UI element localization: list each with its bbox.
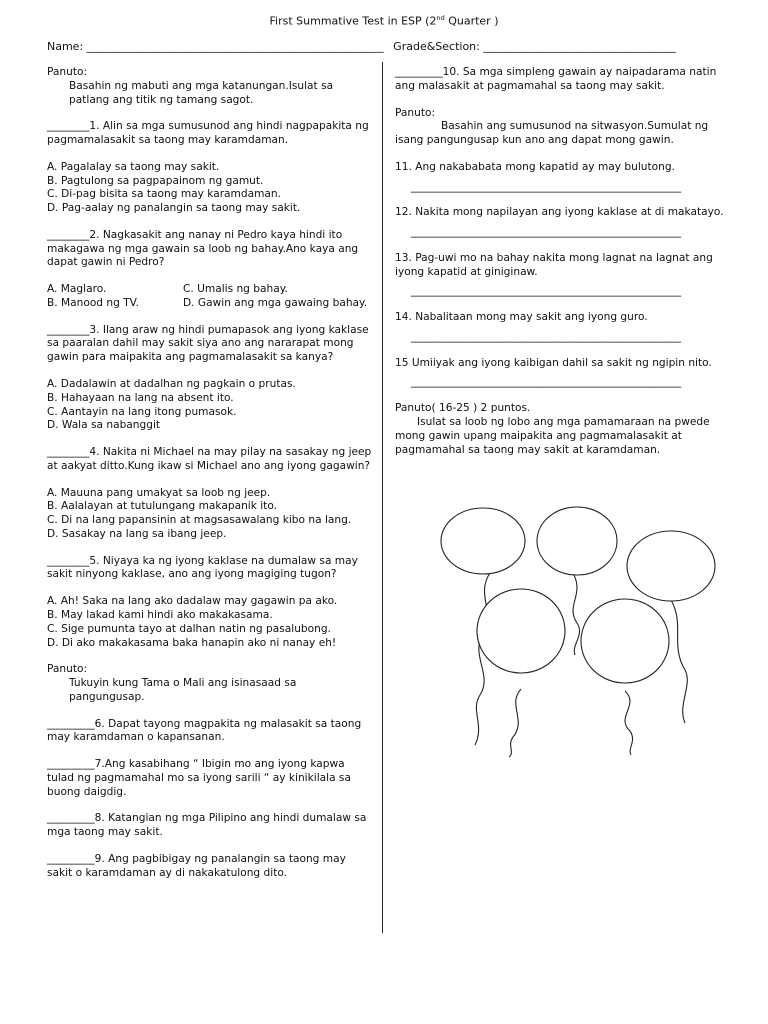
balloon-string xyxy=(625,691,633,755)
test-title: First Summative Test in ESP (2nd Quarter ) xyxy=(269,14,499,28)
question-10: _________10. Sa mga simpleng gawain ay naipadarama natin ang malasakit at pagmamahal sa taong may sakit. xyxy=(395,66,717,92)
option: A. Maglaro. xyxy=(47,283,107,296)
question-2: ________2. Nagkasakit ang nanay ni Pedro kaya hindi ito makagawa ng mga gawain sa loob ng bahay.Ano kaya ang dapat gawin ni Pedro? xyxy=(47,228,359,269)
balloon[interactable] xyxy=(627,531,715,601)
instructions-heading: Panuto: xyxy=(47,66,88,78)
question-1: ________1. Alin sa mga sumusunod ang hindi nagpapakita ng pagmamalasakit sa taong may karamdaman. xyxy=(47,120,369,147)
question-9: _________9. Ang pagbibigay ng panalangin sa taong may sakit o karamdaman ay di nakakatulong dito. xyxy=(47,852,346,879)
question-14: 14. Nabalitaan mong may sakit ang iyong guro. xyxy=(395,311,648,324)
balloon[interactable] xyxy=(477,589,565,673)
question-4: ________4. Nakita ni Michael na may pilay na sasakay ng jeep at aakyat ditto.Kung ikaw si Michael ano ang iyong gagawin? xyxy=(47,446,372,472)
question-15: 15 Umiiyak ang iyong kaibigan dahil sa sakit ng ngipin nito. xyxy=(395,356,712,369)
name-field[interactable]: ______________________________________________________ xyxy=(86,40,384,53)
balloon-string xyxy=(671,600,687,723)
question-12: 12. Nakita mong napilayan ang iyong kaklase at di makatayo. xyxy=(395,206,724,219)
option: D. Di ako makakasama baka hanapin ako ni nanay eh! xyxy=(47,636,337,649)
left-column xyxy=(47,66,373,893)
instructions-body: Tukuyin kung Tama o Mali ang isinasaad sa pangungusap. xyxy=(69,677,297,703)
question-11: 11. Ang nakababata mong kapatid ay may bulutong. xyxy=(395,160,675,173)
balloons-illustration xyxy=(435,505,735,760)
question-4-options xyxy=(47,487,373,542)
balloon[interactable] xyxy=(537,507,617,575)
question-13: 13. Pag-uwi mo na bahay nakita mong lagnat na lagnat ang iyong kapatid at giniginaw. xyxy=(395,251,713,278)
balloon-string xyxy=(509,689,521,757)
option: D. Pag-aalay ng panalangin sa taong may sakit. xyxy=(47,202,301,215)
question-6: _________6. Dapat tayong magpakita ng malasakit sa taong may karamdaman o kapansanan. xyxy=(47,717,362,744)
column-divider xyxy=(382,62,383,933)
option: C. Sige pumunta tayo at dalhan natin ng pasalubong. xyxy=(47,622,331,635)
question-1-options xyxy=(47,161,373,216)
right-column xyxy=(395,66,725,470)
balloon[interactable] xyxy=(441,508,525,574)
question-3-options xyxy=(47,378,373,433)
option: C. Di na lang papansinin at magsasawalang kibo na lang. xyxy=(47,514,352,527)
instructions-body: Isulat sa loob ng lobo ang mga pamamaraan na pwede mong gawin upang maipakita ang pagmamalasakit at pagmamahal sa taong may sakit at karamdaman. xyxy=(395,416,710,456)
instructions-3 xyxy=(395,107,725,148)
option: C. Umalis ng bahay. xyxy=(183,283,288,296)
option: C. Aantayin na lang itong pumasok. xyxy=(47,405,237,418)
option: B. Manood ng TV. xyxy=(47,296,139,309)
answer-line-14[interactable]: ___________________________________________________ xyxy=(411,330,682,343)
instructions-4 xyxy=(395,402,725,457)
answer-line-15[interactable]: ___________________________________________________ xyxy=(411,376,682,389)
question-3: ________3. Ilang araw ng hindi pumapasok ang iyong kaklase sa paaralan dahil may sakit siya ano ang nararapat mong gawin para maipakita ang pagmamalasakit sa kanya? xyxy=(47,323,369,364)
option: B. Hahayaan na lang na absent ito. xyxy=(47,391,234,404)
answer-line-13[interactable]: ___________________________________________________ xyxy=(411,285,682,298)
instructions-2 xyxy=(47,663,373,704)
instructions-heading: Panuto( 16-25 ) 2 puntos. xyxy=(395,402,531,415)
instructions-1 xyxy=(47,66,373,107)
option: A. Dadalawin at dadalhan ng pagkain o prutas. xyxy=(47,378,296,391)
grade-section-label: Grade&Section: xyxy=(393,40,480,53)
option: D. Gawin ang mga gawaing bahay. xyxy=(183,296,368,309)
balloon-string xyxy=(573,573,580,655)
option: D. Sasakay na lang sa ibang jeep. xyxy=(47,527,227,540)
answer-line-11[interactable]: ___________________________________________________ xyxy=(411,180,682,193)
question-8: _________8. Katangian ng mga Pilipino ang hindi dumalaw sa mga taong may sakit. xyxy=(47,812,367,839)
answer-line-12[interactable]: ___________________________________________________ xyxy=(411,226,682,239)
option: D. Wala sa nabanggit xyxy=(47,419,161,432)
instructions-body: Basahin ang sumusunod na sitwasyon.Sumulat ng isang pangungusap kun ano ang dapat mong gawin. xyxy=(395,120,709,147)
instructions-body: Basahin ng mabuti ang mga katanungan.Isulat sa patlang ang titik ng tamang sagot. xyxy=(69,79,334,106)
question-2-options xyxy=(47,283,373,311)
option: B. May lakad kami hindi ako makakasama. xyxy=(47,608,273,621)
question-5: ________5. Niyaya ka ng iyong kaklase na dumalaw sa may sakit ninyong kaklase, ano ang iyong magiging tugon? xyxy=(47,554,358,581)
option: B. Aalalayan at tutulungang makapanik ito. xyxy=(47,500,277,513)
option: A. Ah! Saka na lang ako dadalaw may gagawin pa ako. xyxy=(47,595,338,608)
header-row xyxy=(47,40,727,54)
instructions-heading: Panuto: xyxy=(395,106,436,119)
question-5-options xyxy=(47,595,373,650)
option: C. Di-pag bisita sa taong may karamdaman. xyxy=(47,188,281,201)
option: A. Pagalalay sa taong may sakit. xyxy=(47,160,220,173)
name-label: Name: xyxy=(47,40,84,53)
grade-section-field[interactable]: ___________________________________ xyxy=(483,40,676,53)
option: B. Pagtulong sa pagpapainom ng gamut. xyxy=(47,174,264,187)
option: A. Mauuna pang umakyat sa loob ng jeep. xyxy=(47,486,271,499)
instructions-heading: Panuto: xyxy=(47,663,88,676)
question-7: _________7.Ang kasabihang “ Ibigin mo ang iyong kapwa tulad ng pagmamahal mo sa iyong sarili “ ay kinikilala sa buong daigdig. xyxy=(47,758,351,798)
balloon[interactable] xyxy=(581,599,669,683)
